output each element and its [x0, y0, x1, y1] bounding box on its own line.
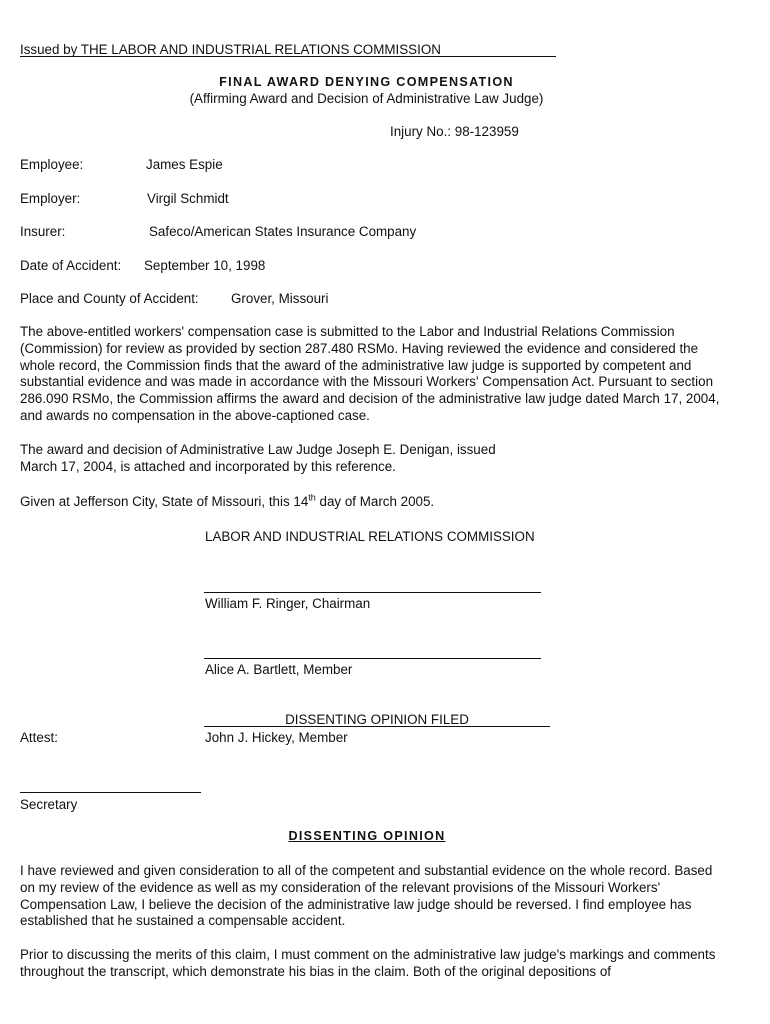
dissent-heading: DISSENTING OPINION	[288, 829, 446, 843]
issued-by-underline	[20, 56, 556, 57]
employee-value: James Espie	[146, 157, 223, 172]
given-at-suffix: day of March 2005.	[315, 494, 435, 509]
chairman-signature-line	[204, 592, 541, 593]
dissent-paragraph-2: Prior to discussing the merits of this claim, I must comment on the administrative law judge's markings and comments throughout the transcript, which demonstrate his bias in the claim. Both of the original depositions of	[20, 947, 716, 979]
member1-name: Alice A. Bartlett, Member	[205, 662, 353, 677]
secretary-signature-line	[20, 792, 201, 793]
given-at-text: Given at Jefferson City, State of Missouri, this 14	[20, 494, 309, 509]
issued-by-text: Issued by THE LABOR AND INDUSTRIAL RELATIONS COMMISSION	[20, 42, 441, 57]
insurer-label: Insurer:	[20, 224, 66, 239]
attest-label: Attest:	[20, 730, 58, 745]
given-at-line	[20, 494, 434, 510]
dissent-paragraph-1: I have reviewed and given consideration to all of the competent and substantial evidence on the whole record. Based on my review of the evidence as well as my consideration of the relevant provisions of the Missouri Workers' Compensation Law, I believe the decision of the administrative law judge should be reversed. I find employee has established that he sustained a compensable accident.	[20, 863, 713, 929]
insurer-value: Safeco/American States Insurance Company	[149, 224, 417, 239]
date-of-accident-value: September 10, 1998	[144, 258, 266, 273]
member1-signature-line	[204, 658, 541, 659]
given-at-superscript: th	[308, 492, 316, 503]
secretary-label: Secretary	[20, 797, 78, 812]
employer-value: Virgil Schmidt	[147, 191, 229, 206]
incorporation-line-2: March 17, 2004, is attached and incorporated by this reference.	[20, 459, 396, 474]
place-of-accident-label: Place and County of Accident:	[20, 291, 199, 306]
injury-number: Injury No.: 98-123959	[390, 124, 519, 139]
member2-signature-line	[204, 726, 550, 727]
document-subtitle: (Affirming Award and Decision of Administrative Law Judge)	[189, 91, 544, 106]
commission-name: LABOR AND INDUSTRIAL RELATIONS COMMISSION	[205, 529, 535, 544]
incorporation-line-1: The award and decision of Administrative Law Judge Joseph E. Denigan, issued	[20, 442, 496, 457]
place-of-accident-value: Grover, Missouri	[231, 291, 329, 306]
employee-label: Employee:	[20, 157, 84, 172]
chairman-name: William F. Ringer, Chairman	[205, 596, 371, 611]
employer-label: Employer:	[20, 191, 81, 206]
award-paragraph: The above-entitled workers' compensation case is submitted to the Labor and Industrial Relations Commission (Commission) for review as provided by section 287.480 RSMo. Having reviewed the evidence and considered the whole record, the Commission finds that the award of the administrative law judge is supported by competent and substantial evidence and was made in accordance with the Missouri Workers' Compensation Act. Pursuant to section 286.090 RSMo, the Commission affirms the award and decision of the administrative law judge dated March 17, 2004, and awards no compensation in the above-captioned case.	[20, 324, 720, 423]
document-title: FINAL AWARD DENYING COMPENSATION	[219, 75, 514, 89]
member2-name: John J. Hickey, Member	[205, 730, 348, 745]
dissent-filed-note: DISSENTING OPINION FILED	[285, 712, 469, 727]
date-of-accident-label: Date of Accident:	[20, 258, 122, 273]
